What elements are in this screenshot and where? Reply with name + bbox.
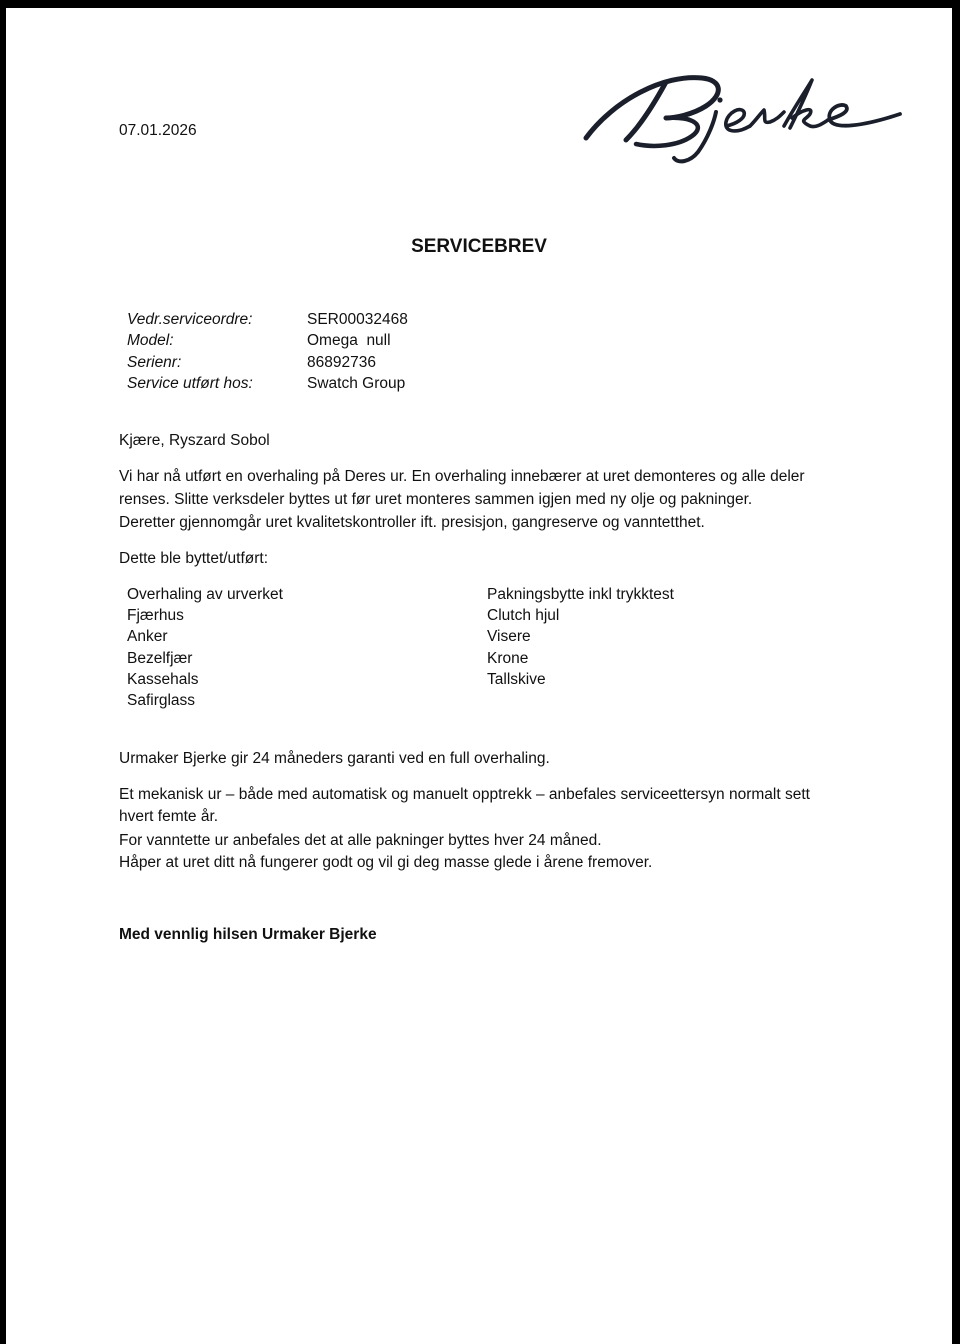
- greeting: Kjære, Ryszard Sobol: [119, 432, 270, 449]
- letter-date: 07.01.2026: [119, 122, 197, 139]
- model-label: Model:: [127, 332, 174, 349]
- service-order-label: Vedr.serviceordre:: [127, 311, 253, 328]
- work-item: Tallskive: [487, 671, 546, 688]
- work-item: Visere: [487, 628, 531, 645]
- signoff: Med vennlig hilsen Urmaker Bjerke: [119, 926, 377, 943]
- closing-line: hvert femte år.: [119, 808, 219, 825]
- work-item: Pakningsbytte inkl trykktest: [487, 586, 674, 603]
- closing-line: For vanntette ur anbefales det at alle pakninger byttes hver 24 måned.: [119, 832, 602, 849]
- model-value: Omega null: [307, 332, 391, 349]
- work-item: Kassehals: [127, 671, 199, 688]
- serial-label: Serienr:: [127, 354, 182, 371]
- intro-line: Vi har nå utført en overhaling på Deres ur. En overhaling innebærer at uret demonteres og alle deler: [119, 468, 805, 485]
- work-item: Fjærhus: [127, 607, 184, 624]
- bjerke-logo: [574, 60, 914, 170]
- service-order-value: SER00032468: [307, 311, 408, 328]
- intro-line: Deretter gjennomgår uret kvalitetskontroller ift. presisjon, gangreserve og vanntetthet.: [119, 514, 705, 531]
- serial-value: 86892736: [307, 354, 376, 371]
- work-item: Bezelfjær: [127, 650, 193, 667]
- work-item: Safirglass: [127, 692, 196, 709]
- service-location-label: Service utført hos:: [127, 375, 253, 392]
- letter-page: [6, 8, 952, 1344]
- warranty-text: Urmaker Bjerke gir 24 måneders garanti ved en full overhaling.: [119, 750, 550, 767]
- work-item: Clutch hjul: [487, 607, 560, 624]
- work-item: Overhaling av urverket: [127, 586, 283, 603]
- work-item: Krone: [487, 650, 529, 667]
- document-title: SERVICEBREV: [411, 236, 547, 257]
- work-item: Anker: [127, 628, 168, 645]
- service-location-value: Swatch Group: [307, 375, 406, 392]
- closing-line: Håper at uret ditt nå fungerer godt og vil gi deg masse glede i årene fremover.: [119, 854, 653, 871]
- intro-line: renses. Slitte verksdeler byttes ut før uret monteres sammen igjen med ny olje og pakninger.: [119, 491, 753, 508]
- work-list-heading: Dette ble byttet/utført:: [119, 550, 269, 567]
- closing-line: Et mekanisk ur – både med automatisk og manuelt opptrekk – anbefales serviceettersyn normalt sett: [119, 786, 810, 803]
